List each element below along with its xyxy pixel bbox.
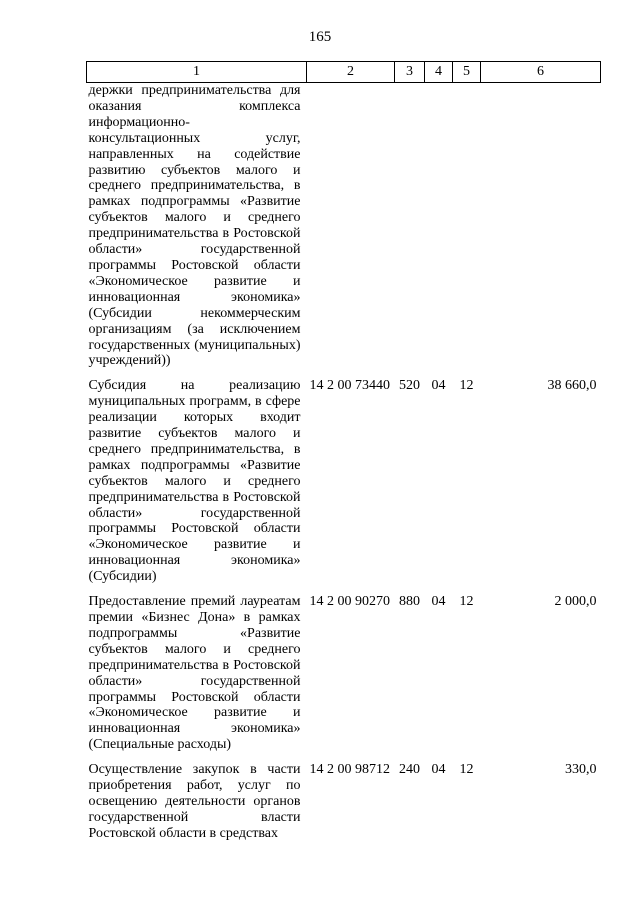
table-row: [87, 762, 601, 851]
row-rz: [425, 83, 453, 379]
table-header-row: [87, 62, 601, 83]
row-code: 14 2 00 90270: [309, 594, 390, 610]
column-header-code: 2: [307, 62, 395, 83]
row-code: 14 2 00 98712: [309, 762, 390, 778]
table-row: [87, 378, 601, 594]
row-rz: 04: [431, 378, 446, 394]
column-header-vr: 3: [395, 62, 425, 83]
column-header-name: 1: [87, 62, 307, 83]
budget-table: [86, 61, 601, 851]
page-number: 165: [308, 29, 332, 45]
row-pr: 12: [459, 762, 474, 778]
row-rz: 04: [431, 594, 446, 610]
row-amount: 2 000,0: [554, 594, 597, 610]
row-rz: 04: [431, 762, 446, 778]
row-amount: [481, 83, 601, 379]
row-name: Осуществление закупок в части приобретения работ, услуг по освещению деятельности органов государственной власти Ростовской области в средствах: [88, 762, 301, 841]
row-amount: 330,0: [565, 762, 597, 778]
column-header-rz: 4: [425, 62, 453, 83]
row-name: Субсидия на реализацию муниципальных программ, в сфере реализации которых входит развитие субъектов малого и среднего предпринимательства, в рамках подпрограммы «Развитие субъектов малого и среднего предпринимательства в Ростовской области» государственной программы Ростовской области «Экономическое развитие и инновационная экономика» (Субсидии): [88, 378, 301, 585]
row-pr: 12: [459, 594, 474, 610]
row-vr: 240: [399, 762, 420, 778]
column-header-amount: 6: [481, 62, 601, 83]
row-code: [307, 83, 395, 379]
table-row: [87, 594, 601, 762]
row-pr: [453, 83, 481, 379]
row-amount: 38 660,0: [547, 378, 597, 394]
row-name: держки предпринимательства для оказания комплекса информационно-консультационных услуг, направленных на содействие развитию субъектов малого и среднего предпринимательства, в рамках подпрограммы «Развитие субъектов малого и среднего предпринимательства в Ростовской области» государственной программы Ростовской области «Экономическое развитие и инновационная экономика» (Субсидии некоммерческим организациям (за исключением государственных (муниципальных) учреждений)): [88, 83, 301, 369]
row-name: Предоставление премий лауреатам премии «Бизнес Дона» в рамках подпрограммы «Развитие субъектов малого и среднего предпринимательства в Ростовской области» государственной программы Ростовской области «Экономическое развитие и инновационная экономика» (Специальные расходы): [88, 594, 301, 753]
row-vr: 880: [399, 594, 420, 610]
column-header-pr: 5: [453, 62, 481, 83]
row-code: 14 2 00 73440: [309, 378, 390, 394]
table-row: [87, 83, 601, 379]
row-pr: 12: [459, 378, 474, 394]
row-vr: [395, 83, 425, 379]
row-vr: 520: [399, 378, 420, 394]
